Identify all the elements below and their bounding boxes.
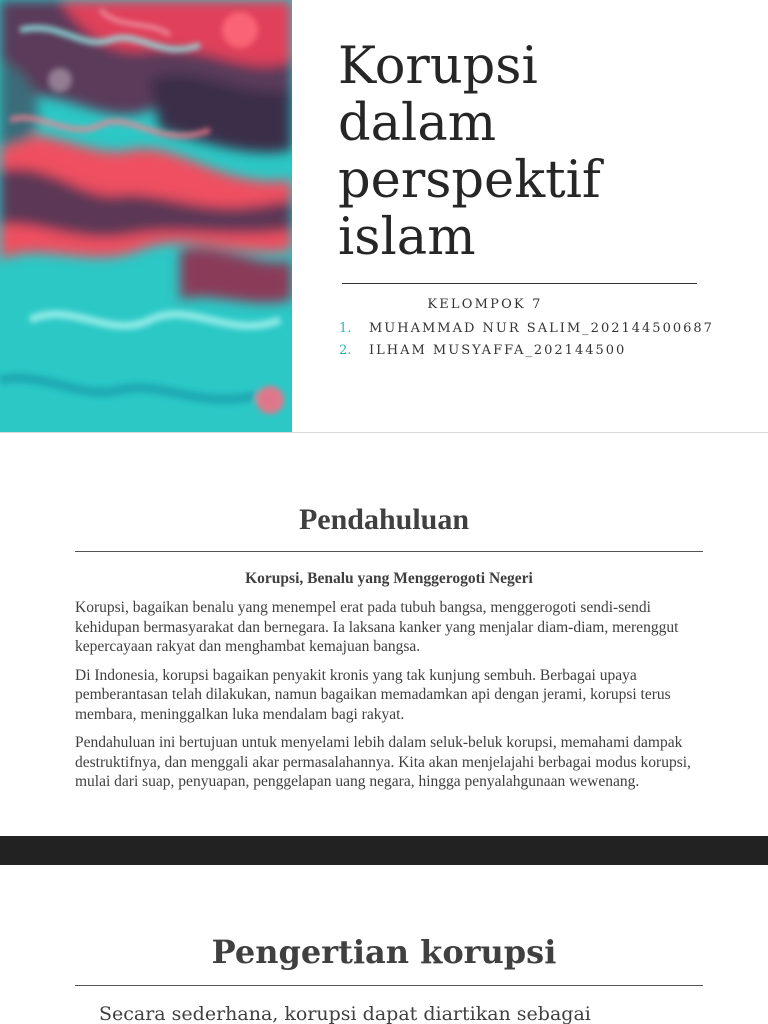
member-name: ILHAM MUSYAFFA_202144500	[369, 343, 627, 358]
section-heading: Pendahuluan	[298, 503, 470, 536]
section-subheading: Korupsi, Benalu yang Menggerogoti Negeri	[245, 570, 533, 587]
intro-body	[75, 598, 703, 801]
presentation-title	[338, 38, 758, 266]
paragraph: Di Indonesia, korupsi bagaikan penyakit kronis yang tak kunjung sembuh. Berbagai upaya pemberantasan telah dilakukan, namun bagaikan memadamkan api dengan jerami, korupsi terus membara, meninggalkan luka mendalam bagi rakyat.	[75, 666, 671, 723]
definition-text: Secara sederhana, korupsi dapat diartikan sebagai	[99, 1003, 591, 1024]
member-list	[339, 318, 714, 362]
heading-divider	[75, 551, 703, 552]
heading-divider	[75, 985, 703, 986]
intro-slide	[0, 433, 768, 836]
member-item	[339, 340, 714, 362]
section-heading: Pengertian korupsi	[211, 933, 557, 971]
title-line: perspektif	[338, 151, 601, 210]
group-label: KELOMPOK 7	[427, 297, 543, 312]
title-divider	[342, 283, 697, 284]
member-number: 1.	[339, 321, 352, 336]
title-line: islam	[338, 208, 476, 267]
member-name: MUHAMMAD NUR SALIM_202144500687	[369, 321, 714, 336]
paragraph: Pendahuluan ini bertujuan untuk menyelami lebih dalam seluk-beluk korupsi, memahami dampak destruktifnya, dan menggali akar permasalahannya. Kita akan menjelajahi berbagai modus korupsi, mulai dari suap, penyuapan, penggelapan uang negara, hingga penyalahgunaan wewenang.	[75, 734, 691, 790]
abstract-fluid-art-image	[0, 0, 292, 432]
paragraph: Korupsi, bagaikan benalu yang menempel erat pada tubuh bangsa, menggerogoti sendi-sendi kehidupan bermasyarakat dan bernegara. Ia laksana kanker yang menjalar diam-diam, merenggut kepercayaan rakyat dan menghambat kemajuan bangsa.	[75, 599, 679, 655]
title-slide	[0, 0, 768, 432]
title-line: Korupsi	[338, 37, 538, 96]
definition-slide	[0, 865, 768, 1024]
slide-separator	[0, 836, 768, 865]
title-line: dalam	[338, 94, 497, 153]
member-item	[339, 318, 714, 340]
member-number: 2.	[339, 343, 352, 358]
